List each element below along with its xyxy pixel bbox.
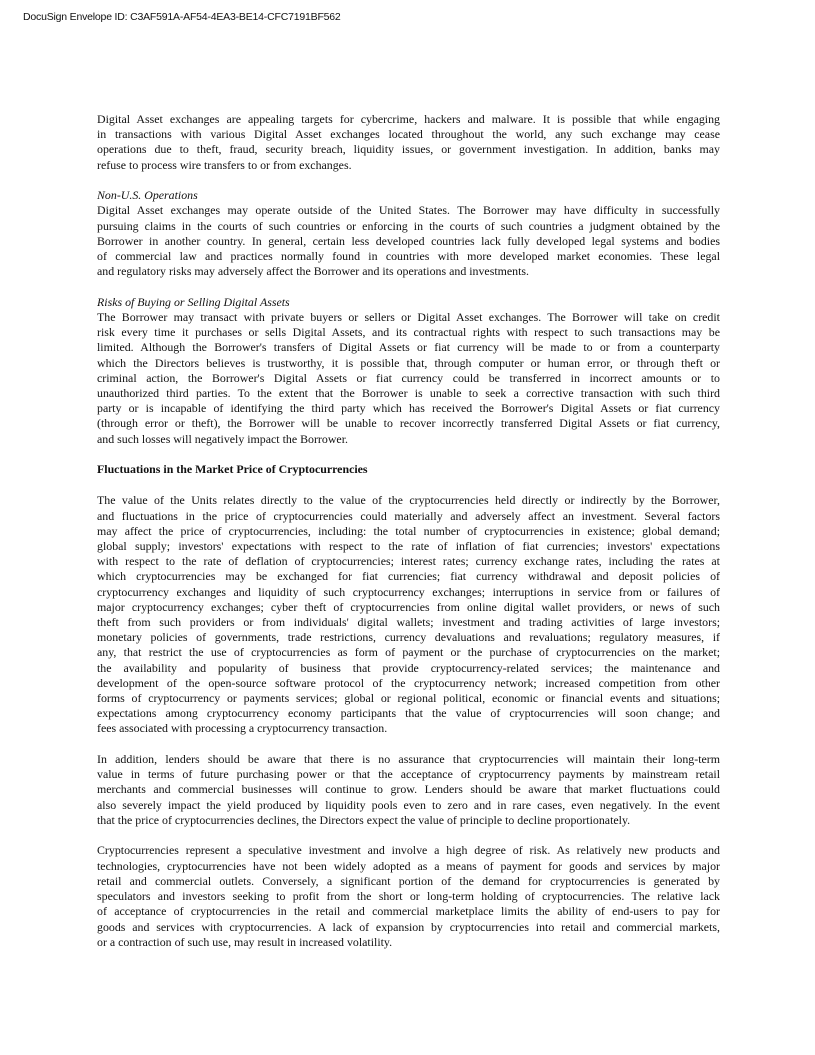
- text-line: which the Directors believes is trustworthy, it is possible that, through computer or human error, or through theft or: [97, 355, 720, 370]
- text-line: global supply; investors' expectations with respect to the rate of inflation of fiat currencies; investors' expectations: [97, 539, 720, 554]
- text-line: technologies, cryptocurrencies have not been widely adopted as a means of payment for goods and services by major: [97, 858, 720, 873]
- text-line: of acceptance of cryptocurrencies in the retail and commercial marketplace limits the ability of end-users to pay for: [97, 904, 720, 919]
- text-line: monetary policies of governments, trade restrictions, currency devaluations and revaluations; regulatory measures, if: [97, 630, 720, 645]
- text-line: which cryptocurrencies may be exchanged for fiat currencies; fiat currency withdrawal and deposit policies of: [97, 569, 720, 584]
- document-body: [97, 112, 720, 965]
- text-line: merchants and commercial businesses will continue to grow. Lenders should be aware that market fluctuations could: [97, 782, 720, 797]
- text-line: unauthorized third parties. To the extent that the Borrower is unable to seek a corrective transaction with such third: [97, 386, 720, 401]
- paragraph: [97, 112, 720, 173]
- text-line: The value of the Units relates directly to the value of the cryptocurrencies held directly or indirectly by the Borrower,: [97, 493, 720, 508]
- text-line: the availability and popularity of business that provide cryptocurrency-related services; the maintenance and: [97, 660, 720, 675]
- text-line: of commercial law and practices normally found in countries with more developed market economies. These legal: [97, 249, 720, 264]
- text-line: risk every time it purchases or sells Digital Assets, and its contractual rights with respect to such transactions may be: [97, 325, 720, 340]
- text-line: development of the open-source software protocol of the cryptocurrency network; increased competition from other: [97, 675, 720, 690]
- text-line: pursuing claims in the courts of such countries or enforcing in the courts of such countries a judgment obtained by the: [97, 218, 720, 233]
- subheading: Risks of Buying or Selling Digital Assets: [97, 294, 290, 309]
- text-line: Cryptocurrencies represent a speculative investment and involve a high degree of risk. As relatively new products and: [97, 843, 720, 858]
- paragraph: [97, 493, 720, 736]
- text-line: and regulatory risks may adversely affect the Borrower and its operations and investments.: [97, 264, 530, 279]
- text-line: expectations among cryptocurrency economy participants that the value of cryptocurrencies will soon change; and: [97, 706, 720, 721]
- text-line: and such losses will negatively impact the Borrower.: [97, 431, 348, 446]
- text-line: limited. Although the Borrower's transfers of Digital Assets or fiat currency will be made to or from a counterparty: [97, 340, 720, 355]
- text-line: cryptocurrency exchanges and liquidity of such cryptocurrency exchanges; interruptions in service from or failures of: [97, 584, 720, 599]
- text-line: any, that restrict the use of cryptocurrencies as form of payment or the purchase of cryptocurrencies on the market;: [97, 645, 720, 660]
- text-line: Borrower in another country. In general, certain less developed countries lack fully developed legal systems and bodies: [97, 233, 720, 248]
- section-heading: Fluctuations in the Market Price of Cryptocurrencies: [97, 462, 368, 477]
- text-line: Digital Asset exchanges are appealing targets for cybercrime, hackers and malware. It is possible that while engaging: [97, 112, 720, 126]
- text-line: In addition, lenders should be aware that there is no assurance that cryptocurrencies will maintain their long-term: [97, 752, 720, 767]
- fluctuation-paragraphs: [97, 493, 720, 949]
- text-line: speculators and investors seeking to profit from the short or long-term holding of cryptocurrencies. The relative lack: [97, 889, 720, 904]
- text-line: refuse to process wire transfers to or from exchanges.: [97, 157, 352, 172]
- text-line: with respect to the rate of deflation of cryptocurrencies; interest rates; currency exchange rates, including the rates at: [97, 554, 720, 569]
- text-line: criminal action, the Borrower's Digital Assets or fiat currency could be transferred in incorrect amounts or to: [97, 370, 720, 385]
- text-line: in transactions with various Digital Asset exchanges located throughout the world, any such exchange may cease: [97, 127, 720, 142]
- text-line: or a contraction of such use, may result in increased volatility.: [97, 934, 393, 949]
- text-line: (through error or theft), the Borrower will be unable to recover incorrectly transferred Digital Assets or fiat currency,: [97, 416, 720, 431]
- subheading: Non-U.S. Operations: [97, 188, 198, 203]
- paragraph: [97, 843, 720, 949]
- text-line: Digital Asset exchanges may operate outside of the United States. The Borrower may have difficulty in successfully: [97, 203, 720, 218]
- text-line: and fluctuations in the price of cryptocurrencies could materially and adversely affect an investment. Several factors: [97, 508, 720, 523]
- text-line: may affect the price of cryptocurrencies, including: the total number of cryptocurrencies in existence; global demand;: [97, 523, 720, 538]
- text-line: operations due to theft, fraud, security breach, liquidity issues, or government investigation. In addition, banks may: [97, 142, 720, 157]
- docusign-envelope-id: DocuSign Envelope ID: C3AF591A-AF54-4EA3-BE14-CFC7191BF562: [23, 11, 341, 23]
- text-line: fees associated with processing a cryptocurrency transaction.: [97, 721, 388, 736]
- risk-paragraphs: [97, 112, 720, 447]
- paragraph: [97, 295, 720, 447]
- text-line: goods and services with cryptocurrencies. A lack of expansion by cryptocurrencies into retail and commercial markets,: [97, 919, 720, 934]
- text-line: major cryptocurrency exchanges; cyber theft of cryptocurrencies from online digital wallet providers, or news of such: [97, 599, 720, 614]
- text-line: retail and commercial outlets. Conversely, a significant portion of the demand for cryptocurrencies is generated by: [97, 873, 720, 888]
- text-line: theft from such providers or from individuals' digital wallets; investment and trading activities of large investors;: [97, 615, 720, 630]
- text-line: party or is incapable of identifying the third party which has received the Borrower's Digital Assets or fiat currency: [97, 401, 720, 416]
- text-line: The Borrower may transact with private buyers or sellers or Digital Asset exchanges. The Borrower will take on credit: [97, 310, 720, 325]
- text-line: forms of cryptocurrency or payments services; global or regional political, economic or financial events and situations;: [97, 691, 720, 706]
- paragraph: [97, 752, 720, 828]
- paragraph: [97, 188, 720, 279]
- text-line: value in terms of future purchasing power or that the acceptance of cryptocurrency payments by mainstream retail: [97, 767, 720, 782]
- text-line: also severely impact the yield produced by liquidity pools even to zero and in rare cases, even negatively. In the event: [97, 797, 720, 812]
- text-line: that the price of cryptocurrencies declines, the Directors expect the value of principle to decline proportionately.: [97, 812, 631, 827]
